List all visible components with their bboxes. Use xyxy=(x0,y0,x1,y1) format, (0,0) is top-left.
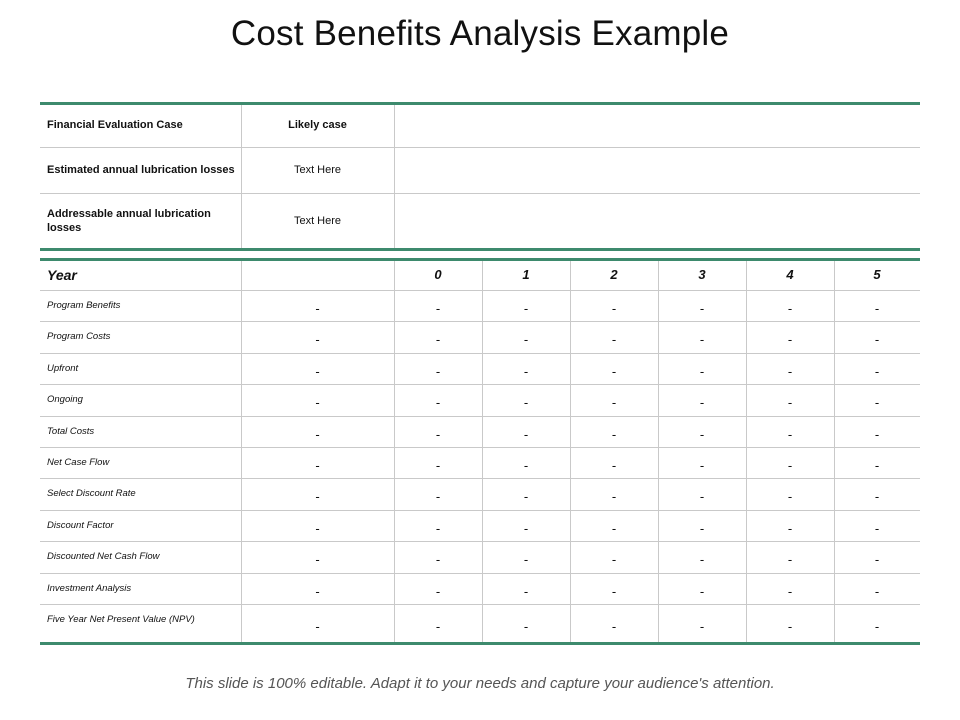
year-column-header: 1 xyxy=(522,267,530,282)
table-row-label: Five Year Net Present Value (NPV) xyxy=(47,614,195,625)
table-cell-value: - xyxy=(435,584,441,599)
table-cell-value: - xyxy=(523,521,529,536)
table-cell-value: - xyxy=(523,618,529,634)
summary-label: Estimated annual lubrication losses xyxy=(47,164,235,176)
page-title: Cost Benefits Analysis Example xyxy=(230,14,730,53)
table-cell-value: - xyxy=(874,552,880,567)
table-cell-value: - xyxy=(611,458,617,473)
table-row-label: Investment Analysis xyxy=(47,583,132,594)
table-row-label: Select Discount Rate xyxy=(47,488,136,499)
table-cell-value: - xyxy=(523,332,529,347)
table-cell-value: - xyxy=(435,552,441,567)
table-cell-value: - xyxy=(699,458,705,473)
table-cell-value: - xyxy=(699,584,705,599)
table-cell-value: - xyxy=(699,301,705,316)
table-cell-value: - xyxy=(611,489,617,504)
table-cell-value: - xyxy=(523,458,529,473)
table-cell-value: - xyxy=(315,489,320,504)
table-cell-value: - xyxy=(611,395,617,410)
table-cell-value: - xyxy=(699,395,705,410)
table-cell-value: - xyxy=(611,618,617,634)
table-cell-value: - xyxy=(315,458,320,473)
table-cell-value: - xyxy=(523,489,529,504)
table-cell-value: - xyxy=(699,552,705,567)
table-cell-value: - xyxy=(874,458,880,473)
table-cell-value: - xyxy=(699,521,705,536)
table-cell-value: - xyxy=(787,332,793,347)
table-row-label: Program Costs xyxy=(47,331,111,342)
table-cell-value: - xyxy=(435,489,441,504)
table-cell-value: - xyxy=(523,584,529,599)
table-cell-value: - xyxy=(523,364,529,379)
table-cell-value: - xyxy=(435,301,441,316)
table-cell-value: - xyxy=(315,301,320,316)
table-cell-value: - xyxy=(611,521,617,536)
table-cell-value: - xyxy=(874,332,880,347)
table-cell-value: - xyxy=(315,427,320,442)
table-row-label: Program Benefits xyxy=(47,300,121,311)
table-cell-value: - xyxy=(874,301,880,316)
table-cell-value: - xyxy=(874,395,880,410)
table-cell-value: - xyxy=(523,301,529,316)
table-cell-value: - xyxy=(611,301,617,316)
year-column-header: 2 xyxy=(610,267,618,282)
table-cell-value: - xyxy=(315,395,320,410)
summary-value: Likely case xyxy=(288,119,347,131)
table-cell-value: - xyxy=(315,364,320,379)
summary-col-divider xyxy=(394,105,395,248)
table-cell-value: - xyxy=(611,552,617,567)
table-cell-value: - xyxy=(435,364,441,379)
table-row-label: Ongoing xyxy=(47,394,83,405)
table-cell-value: - xyxy=(787,395,793,410)
table-cell-value: - xyxy=(315,618,320,634)
table-cell-value: - xyxy=(787,521,793,536)
table-cell-value: - xyxy=(787,458,793,473)
table-cell-value: - xyxy=(611,364,617,379)
table-cell-value: - xyxy=(315,584,320,599)
table-cell-value: - xyxy=(874,364,880,379)
table-cell-value: - xyxy=(699,618,705,634)
table-cell-value: - xyxy=(611,427,617,442)
table-cell-value: - xyxy=(874,584,880,599)
table-cell-value: - xyxy=(699,489,705,504)
table-cell-value: - xyxy=(874,489,880,504)
table-row-label: Discounted Net Cash Flow xyxy=(47,551,160,562)
table-cell-value: - xyxy=(435,332,441,347)
table-cell-value: - xyxy=(435,427,441,442)
table-cell-value: - xyxy=(611,332,617,347)
footer-note: This slide is 100% editable. Adapt it to your needs and capture your audience's attention. xyxy=(185,675,775,692)
table-cell-value: - xyxy=(787,301,793,316)
table-cell-value: - xyxy=(787,584,793,599)
table-cell-value: - xyxy=(874,427,880,442)
table-cell-value: - xyxy=(523,395,529,410)
table-cell-value: - xyxy=(699,332,705,347)
table-row-label: Discount Factor xyxy=(47,520,114,531)
table-cell-value: - xyxy=(435,618,441,634)
table-cell-value: - xyxy=(435,395,441,410)
year-header-label: Year xyxy=(47,266,77,283)
summary-value: Text Here xyxy=(293,164,342,176)
table-cell-value: - xyxy=(699,364,705,379)
table-cell-value: - xyxy=(435,458,441,473)
table-cell-value: - xyxy=(435,521,441,536)
summary-value: Text Here xyxy=(293,215,342,227)
table-cell-value: - xyxy=(874,521,880,536)
year-column-header: 4 xyxy=(786,267,794,282)
table-cell-value: - xyxy=(787,489,793,504)
table-cell-value: - xyxy=(874,618,880,634)
table-cell-value: - xyxy=(315,521,320,536)
table-cell-value: - xyxy=(315,552,320,567)
summary-label: Financial Evaluation Case xyxy=(47,119,183,131)
table-cell-value: - xyxy=(787,364,793,379)
table-row-label: Upfront xyxy=(47,363,79,374)
table-cell-value: - xyxy=(787,618,793,634)
table-cell-value: - xyxy=(787,427,793,442)
table-cell-value: - xyxy=(787,552,793,567)
year-column-header: 5 xyxy=(873,267,881,282)
year-column-header: 0 xyxy=(434,267,442,282)
table-row-label: Net Case Flow xyxy=(47,457,110,468)
table-bottom-border xyxy=(40,642,920,645)
summary-label: Addressable annual lubrication losses xyxy=(47,208,211,234)
table-cell-value: - xyxy=(611,584,617,599)
table-cell-value: - xyxy=(523,552,529,567)
table-row-label: Total Costs xyxy=(47,426,95,437)
table-cell-value: - xyxy=(523,427,529,442)
table-cell-value: - xyxy=(315,332,320,347)
year-column-header: 3 xyxy=(698,267,706,282)
table-cell-value: - xyxy=(699,427,705,442)
